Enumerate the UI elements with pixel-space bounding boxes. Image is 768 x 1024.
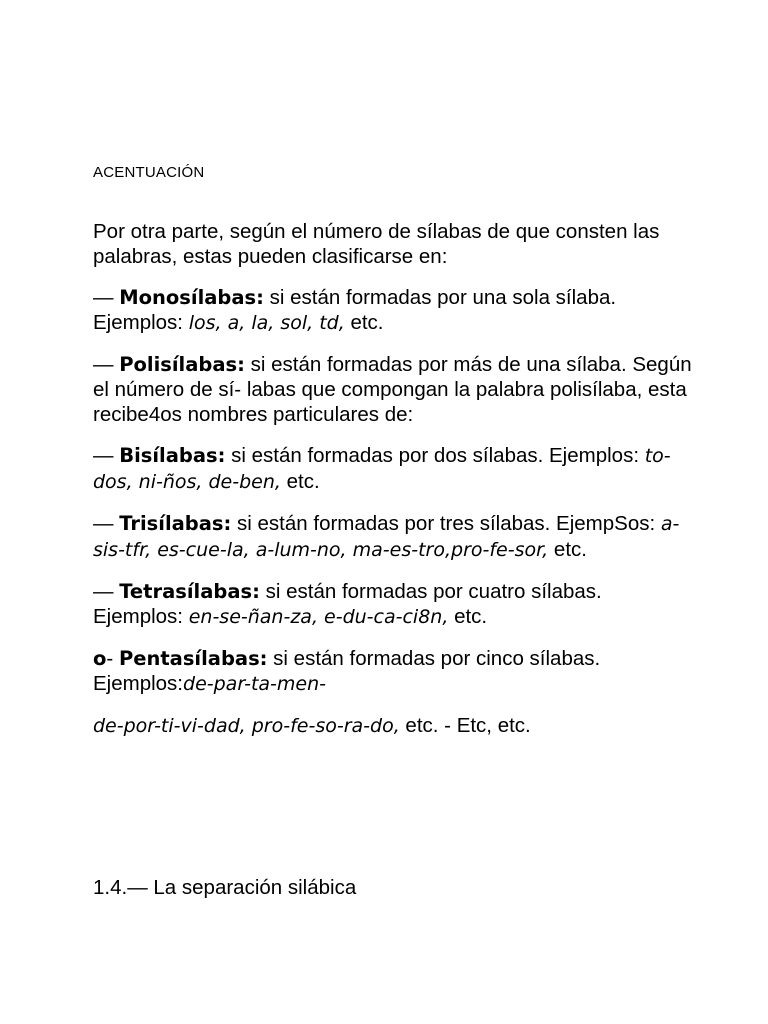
bullet-marker: o [93,647,107,670]
bisilabas-paragraph [93,443,693,495]
examples-text: a-sis-tfr, es-cue-la, a-lum-no, ma-es-tro,pro-fe-sor, [93,513,680,561]
page-header: ACENTUACIÓN [93,164,205,181]
definition-text: si están formadas por más de una sílaba. Según el número de sí- labas que compongan la palabra polisílaba, esta recibe4os nombres particulares de: [93,353,692,426]
dash: — [93,444,120,467]
term-trisilabas: Trisílabas: [119,512,232,535]
dash: — [93,353,120,376]
intro-paragraph: Por otra parte, según el número de sílabas de que consten las palabras, estas pueden clasificarse en: [93,220,660,268]
definition-text: si están formadas por dos sílabas. Ejemplos: [225,444,645,467]
monosilabas-paragraph [93,285,693,336]
pentasilabas-paragraph [93,646,693,697]
dash: — [93,580,120,603]
section-heading: 1.4.— La separación silábica [93,876,357,899]
tetrasilabas-paragraph [93,579,693,630]
examples-text: los, a, la, sol, td, [188,312,345,334]
definition-text: si están formadas por cinco sílabas. Ejemplos: [93,647,601,695]
examples-text: de-por-ti-vi-dad, pro-fe-so-ra-do, [93,715,400,737]
term-pentasilabas: Pentasílabas: [118,647,268,670]
tail-text: etc. [548,538,587,561]
tail-text: etc. [344,311,384,334]
examples-text: de-par-ta-men- [183,673,326,695]
definition-text: si están formadas por una sola sílaba. Ejemplos: [93,286,617,334]
polisilabas-paragraph [93,352,693,427]
term-monosilabas: Monosílabas: [119,286,264,309]
definition-text: si están formadas por cuatro sílabas. Ejemplos: [93,580,602,628]
tail-text: etc. [280,470,320,493]
body-text [93,219,693,755]
tail-text: etc. [448,605,488,628]
term-polisilabas: Polisílabas: [119,353,245,376]
term-tetrasilabas: Tetrasílabas: [119,580,260,603]
examples-text: to-dos, ni-ños, de-ben, [93,445,671,493]
dash: — [93,286,120,309]
term-bisilabas: Bisílabas: [119,444,226,467]
dash: — [93,512,120,535]
examples-text: en-se-ñan-za, e-du-ca-ci8n, [188,606,449,628]
trisilabas-paragraph [93,511,693,563]
definition-text: si están formadas por tres sílabas. EjempSos: [231,512,661,535]
pentasilabas-continuation [93,713,693,739]
tail-text: etc. - Etc, etc. [399,714,531,737]
dash: - [106,647,119,670]
